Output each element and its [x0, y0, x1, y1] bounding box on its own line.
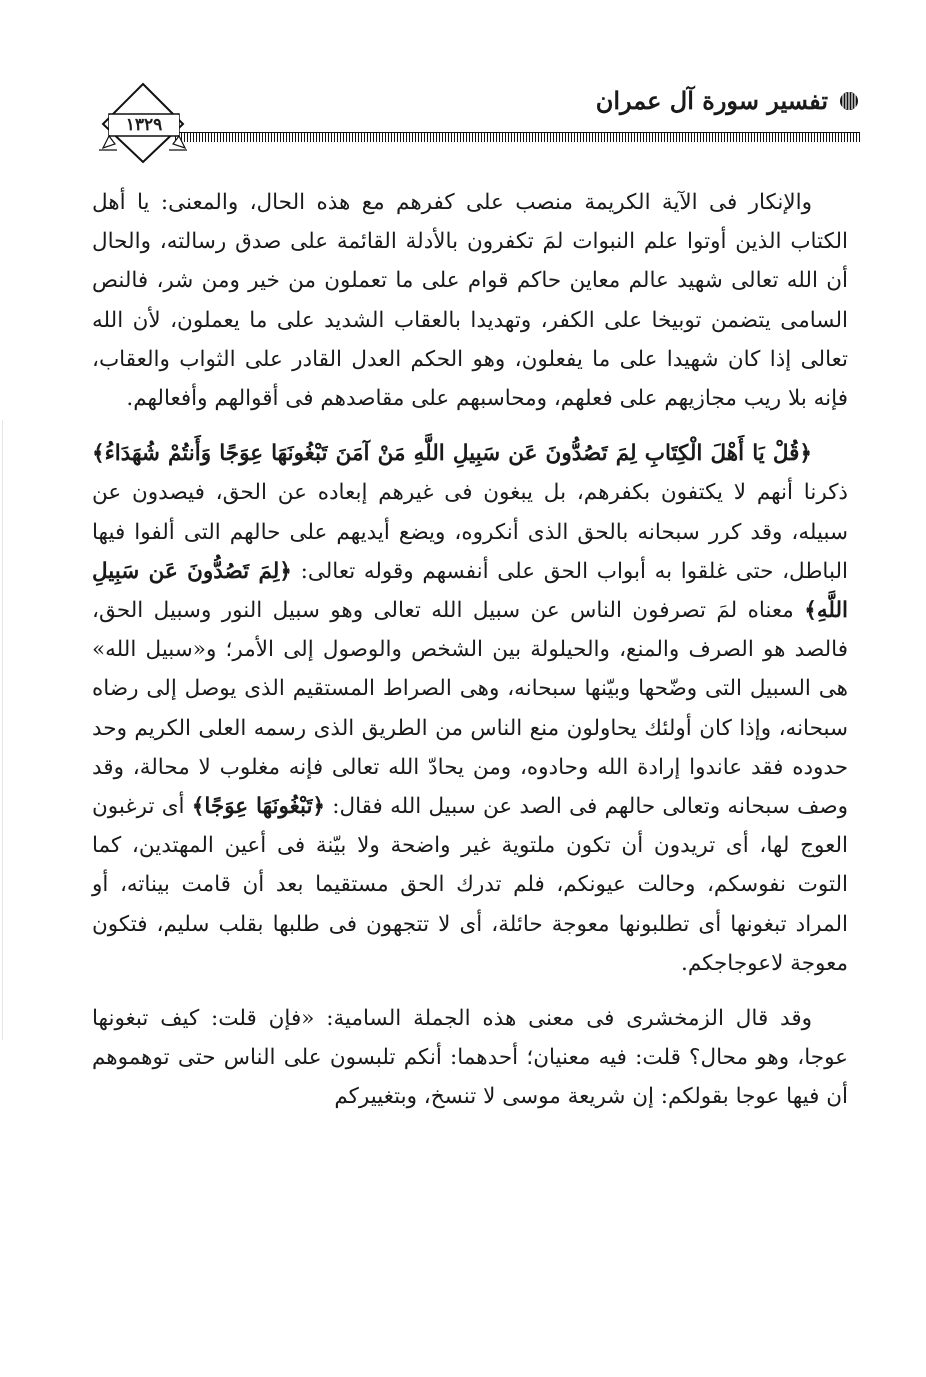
- paragraph-3: وقد قال الزمخشرى فى معنى هذه الجملة السامية: «فإن قلت: كيف تبغونها عوجا، وهو محال؟ قلت: فيه معنيان؛ أحدهما: أنكم تلبسون على الناس حتى توهموهم أن فيها عوجا بقولكم: إن شريعة موسى لا تنسخ، وبتغييركم: [92, 1006, 848, 1110]
- verse-quote: ﴿لِمَ تَصُدُّونَ عَن سَبِيلِ اللَّهِ﴾: [92, 558, 848, 624]
- page-header: [95, 78, 860, 178]
- commentary-text: ذكرنا أنهم لا يكتفون بكفرهم، بل يبغون فى غيرهم إبعاده عن الحق، فيصدون عن سبيله، وقد كرر سبحانه بالحق الذى أنكروه، ويضع أيديهم على حالهم التى ألفوا فيها الباطل، حتى غلقوا به أبواب الحق على أنفسهم وقوله تعالى:: [92, 480, 848, 584]
- page-body: [92, 183, 848, 1117]
- paragraph-2: [92, 434, 848, 983]
- paragraph-1: والإنكار فى الآية الكريمة منصب على كفرهم مع هذه الحال، والمعنى: يا أهل الكتاب الذين أوتوا علم النبوات لمَ تكفرون بالأدلة القائمة على صدق رسالته، والحال أن الله تعالى شهيد عالم معاين حاكم قوام على ما تعملون من خير ومن شر، فالنص السامى يتضمن توبيخا على الكفر، وتهديدا بالعقاب الشديد على ما يعملون، لأن الله تعالى إذا كان شهيدا على ما يفعلون، وهو الحكم العدل القادر على الثواب والعقاب، فإنه بلا ريب مجازيهم على فعلهم، ومحاسبهم على مقاصدهم فى أقوالهم وأفعالهم.: [92, 190, 848, 412]
- header-rule: [175, 132, 860, 142]
- running-title: تفسير سورة آل عمران: [595, 86, 828, 115]
- commentary-text: أى ترغبون العوج لها، أى تريدون أن تكون ملتوية غير واضحة ولا بيّنة فى أعين المهتدين، كما التوت نفوسكم، وحالت عيونكم، فلم تدرك الحق مستقيما بعد أن قامت بيناته، أو المراد تبغونها أى تطلبونها معوجة حائلة، أى لا تتجهون فى طلبها بقلب سليم، فتكون معوجة لاعوجاجكم.: [92, 794, 848, 976]
- verse-quote: ﴿تَبْغُونَهَا عِوَجًا﴾: [191, 794, 326, 820]
- commentary-text: معناه لمَ تصرفون الناس عن سبيل الله تعالى وهو سبيل النور وسبيل الحق، فالصد هو الصرف والمنع، والحيلولة بين الشخص والوصول إلى الأمر؛ و«سبيل الله» هى السبيل التى وضّحها وبيّنها سبحانه، وهى الصراط المستقيم الذى يوصل إلى رضاه سبحانه، وإذا كان أولئك يحاولون منع الناس من الطريق الذى رسمه العلى الكريم وحد حدوده فقد عاندوا إرادة الله وحادوه، ومن يحادّ الله تعالى فإنه مغلوب لا محالة، وقد وصف سبحانه وتعالى حالهم فى الصد عن سبيل الله فقال:: [92, 598, 848, 820]
- verse-quote: ﴿قُلْ يَا أَهْلَ الْكِتَابِ لِمَ تَصُدُّونَ عَن سَبِيلِ اللَّهِ مَنْ آمَنَ تَبْغُونَهَا عِوَجًا وَأَنتُمْ شُهَدَاءُ﴾: [92, 441, 812, 467]
- ornament-dot-icon: [838, 90, 860, 112]
- scan-edge-line: [2, 420, 3, 1040]
- page-number: ١٣٢٩: [109, 115, 179, 135]
